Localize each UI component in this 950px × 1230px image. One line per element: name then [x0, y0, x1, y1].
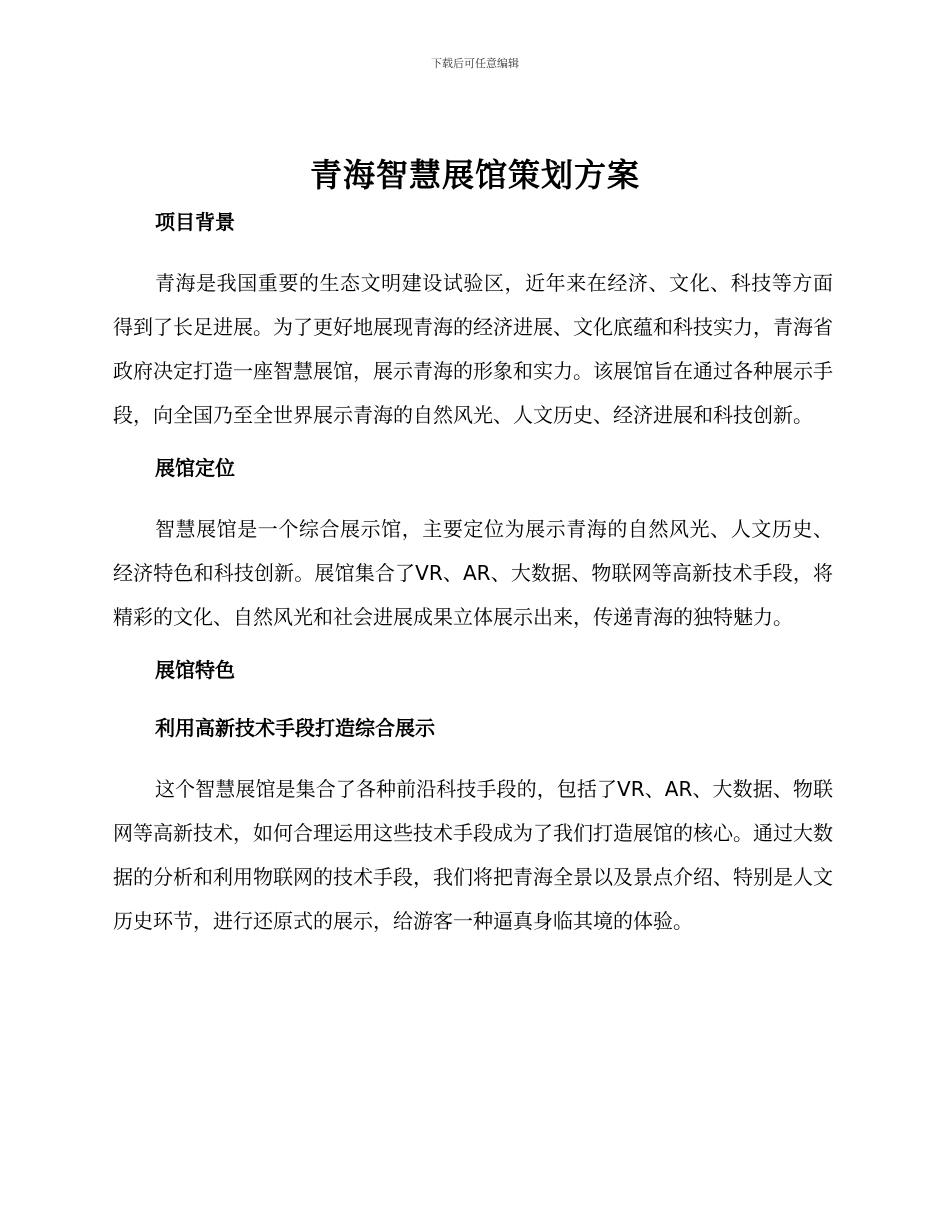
section-heading-background: 项目背景 — [155, 210, 235, 234]
header-note: 下载后可任意编辑 — [431, 57, 519, 70]
section-heading-tech: 利用高新技术手段打造综合展示 — [155, 716, 435, 740]
section-paragraph-tech: 这个智慧展馆是集合了各种前沿科技手段的，包括了VR、AR、大数据、物联网等高新技术，如何合理运用这些技术手段成为了我们打造展馆的核心。通过大数据的分析和利用物联网的技术手段，我们将把青海全景以及景点介绍、特别是人文历史环节，进行还原式的展示，给游客一种逼真身临其境的体验。 — [113, 777, 833, 933]
section-heading-positioning: 展馆定位 — [155, 456, 235, 480]
document-title: 青海智慧展馆策划方案 — [309, 156, 640, 194]
section-paragraph-background: 青海是我国重要的生态文明建设试验区，近年来在经济、文化、科技等方面得到了长足进展。为了更好地展现青海的经济进展、文化底蕴和科技实力，青海省政府决定打造一座智慧展馆，展示青海的形象和实力。该展馆旨在通过各种展示手段，向全国乃至全世界展示青海的自然风光、人文历史、经济进展和科技创新。 — [113, 271, 833, 427]
section-heading-features: 展馆特色 — [155, 658, 235, 682]
section-paragraph-positioning: 智慧展馆是一个综合展示馆，主要定位为展示青海的自然风光、人文历史、经济特色和科技创新。展馆集合了VR、AR、大数据、物联网等高新技术手段，将精彩的文化、自然风光和社会进展成果立体展示出来，传递青海的独特魅力。 — [113, 517, 833, 629]
document-body — [113, 203, 833, 955]
